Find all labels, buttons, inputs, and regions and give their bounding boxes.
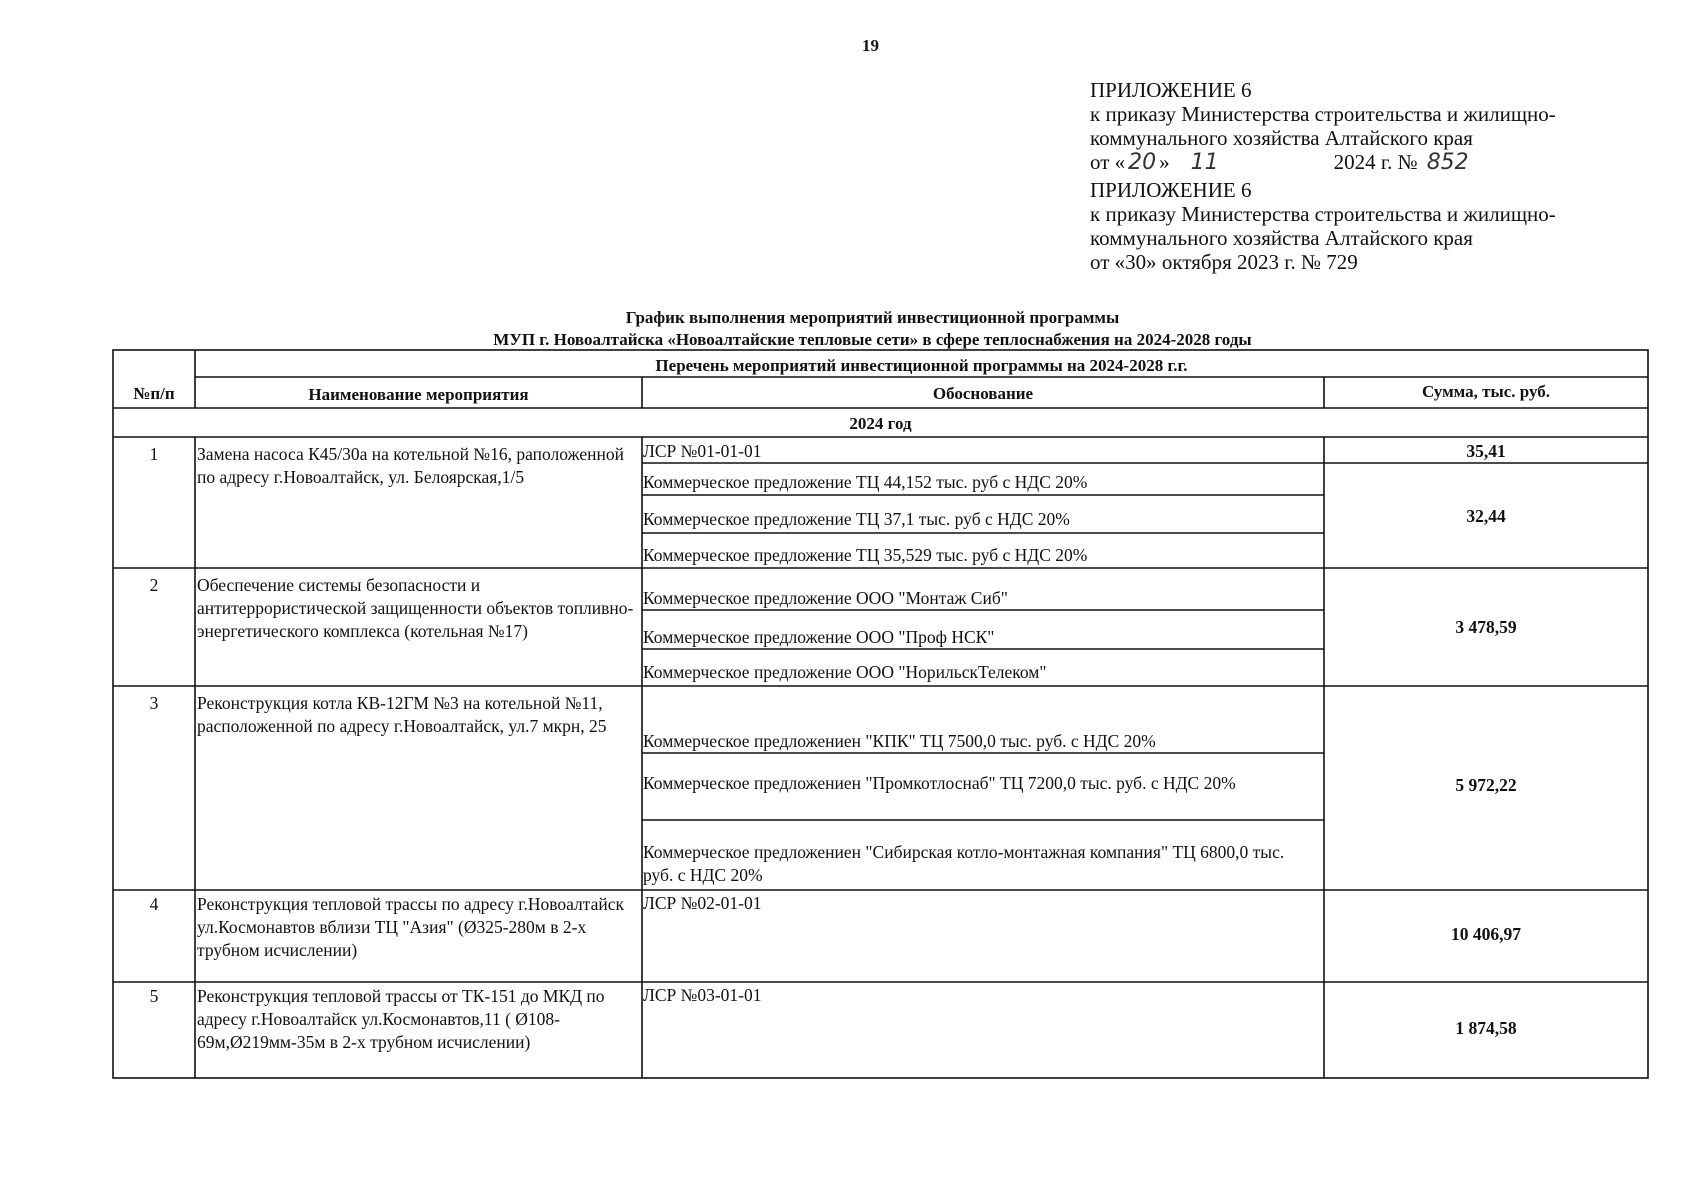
- appendix-line: к приказу Министерства строительства и жилищно-: [1090, 102, 1556, 126]
- sum-value: 1 874,58: [1455, 1018, 1517, 1038]
- sum-value: 3 478,59: [1455, 617, 1517, 637]
- basis-item: Коммерческое предложениен "Сибирская котло-монтажная компания" ТЦ 6800,0 тыс. руб. с НДС 20%: [643, 842, 1285, 885]
- year-row: 2024 год: [849, 414, 912, 433]
- col-header-num: №п/п: [133, 384, 175, 403]
- row-number: 5: [149, 986, 159, 1006]
- appendix-title: ПРИЛОЖЕНИЕ 6: [1090, 178, 1252, 202]
- appendix-previous: [1090, 178, 1556, 274]
- event-name: Обеспечение системы безопасности и антитеррористической защищенности объектов топливно-энергетического комплекса (котельная №17): [197, 575, 634, 641]
- appendix-line: коммунального хозяйства Алтайского края: [1090, 226, 1473, 250]
- date-year: 2024 г. №: [1333, 150, 1418, 174]
- appendix-title: ПРИЛОЖЕНИЕ 6: [1090, 78, 1252, 102]
- sum-value: 35,41: [1466, 441, 1506, 461]
- row-number: 2: [149, 575, 159, 595]
- basis-item: Коммерческое предложение ТЦ 35,529 тыс. руб с НДС 20%: [643, 545, 1088, 565]
- col-header-name: Наименование мероприятия: [308, 385, 529, 404]
- sum-value: 32,44: [1466, 506, 1506, 526]
- basis-item: Коммерческое предложение ООО "НорильскТелеком": [643, 662, 1047, 682]
- handwritten-month: 11: [1190, 150, 1219, 175]
- appendix-current: [1090, 78, 1556, 175]
- col-header-basis: Обоснование: [932, 384, 1034, 403]
- event-name: Реконструкция тепловой трассы по адресу г.Новоалтайск ул.Космонавтов вблизи ТЦ "Азия" (Ø325-280м в 2-х трубном исчислении): [197, 894, 625, 960]
- basis-item: Коммерческое предложение ТЦ 44,152 тыс. руб с НДС 20%: [643, 472, 1088, 492]
- basis-item: Коммерческое предложение ТЦ 37,1 тыс. руб с НДС 20%: [643, 509, 1070, 529]
- page-number: 19: [862, 36, 879, 55]
- event-name: Замена насоса К45/30а на котельной №16, раположенной по адресу г.Новоалтайск, ул. Белоярская,1/5: [197, 444, 625, 487]
- appendix-line: от «30» октября 2023 г. № 729: [1090, 250, 1358, 274]
- date-prefix: от «: [1090, 150, 1126, 174]
- row-number: 4: [149, 894, 159, 914]
- basis-item: ЛСР №03-01-01: [643, 985, 762, 1005]
- table-group-header: Перечень мероприятий инвестиционной программы на 2024-2028 г.г.: [655, 356, 1188, 375]
- sum-value: 10 406,97: [1451, 924, 1521, 944]
- basis-item: ЛСР №02-01-01: [643, 893, 762, 913]
- handwritten-day: 20: [1128, 150, 1157, 175]
- document-subtitle: МУП г. Новоалтайска «Новоалтайские тепловые сети» в сфере теплоснабжения на 2024-2028 годы: [493, 330, 1252, 349]
- handwritten-number: 852: [1426, 150, 1469, 175]
- row-number: 3: [149, 693, 159, 713]
- event-name: Реконструкция тепловой трассы от ТК-151 до МКД по адресу г.Новоалтайск ул.Космонавтов,11 ( Ø108-69м,Ø219мм-35м в 2-х трубном исчислении): [197, 986, 605, 1052]
- appendix-line: коммунального хозяйства Алтайского края: [1090, 126, 1473, 150]
- document-title: График выполнения мероприятий инвестиционной программы: [625, 308, 1120, 327]
- appendix-line: к приказу Министерства строительства и жилищно-: [1090, 202, 1556, 226]
- row-number: 1: [149, 444, 159, 464]
- appendix-date-line: [1090, 150, 1556, 175]
- basis-item: Коммерческое предложение ООО "Монтаж Сиб": [643, 588, 1008, 608]
- basis-item: ЛСР №01-01-01: [643, 441, 762, 461]
- basis-item: Коммерческое предложениен "Промкотлоснаб" ТЦ 7200,0 тыс. руб. с НДС 20%: [643, 773, 1236, 793]
- basis-item: Коммерческое предложение ООО "Проф НСК": [643, 627, 995, 647]
- event-name: Реконструкция котла КВ-12ГМ №3 на котельной №11, расположенной по адресу г.Новоалтайск, ул.7 мкрн, 25: [197, 693, 607, 736]
- col-header-sum: Сумма, тыс. руб.: [1421, 382, 1551, 401]
- basis-item: Коммерческое предложениен "КПК" ТЦ 7500,0 тыс. руб. с НДС 20%: [643, 731, 1156, 751]
- date-mid: »: [1159, 150, 1170, 174]
- sum-value: 5 972,22: [1455, 775, 1517, 795]
